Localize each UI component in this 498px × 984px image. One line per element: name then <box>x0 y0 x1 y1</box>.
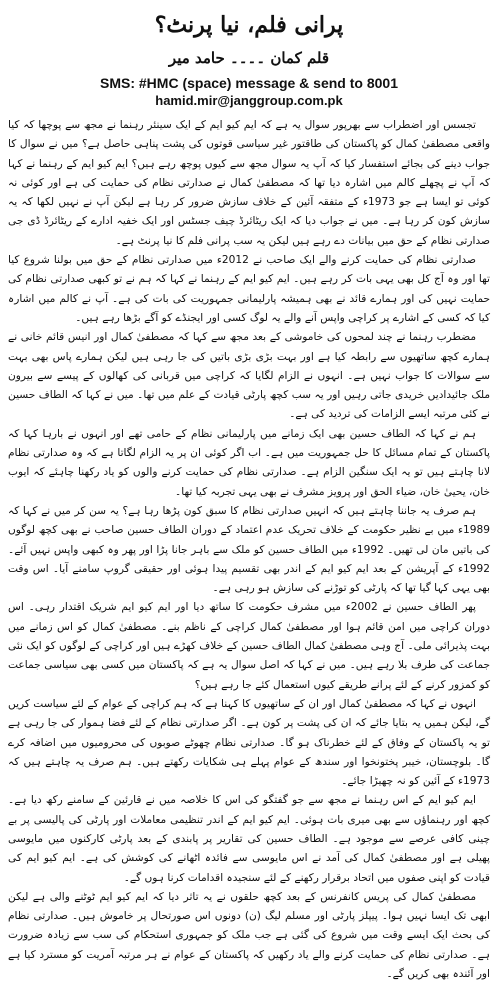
author-email[interactable]: hamid.mir@janggroup.com.pk <box>155 93 343 108</box>
article-paragraph: صدارتی نظام کی حمایت کرنے والے ایک صاحب نے 2012ء میں صدارتی نظام کے حق میں بولنا شروع کیا تھا اور وہ آج کل بھی یہی بات کر رہے ہیں۔ ایم کیو ایم کے رہنما نے کہا کہ ہم نے تو کبھی صدارتی نظام کی حمایت نہیں کی اور ہمارے قائد نے بھی ہمیشہ پارلیمانی جمہوریت کی بات کی ہے۔ آپ نے کالم میں اشارہ کیا کہ کسی کے اشارے پر کراچی واپس آنے والے یہ لوگ کسی اور ایجنڈے کو آگے بڑھا رہے ہیں۔ <box>8 254 490 324</box>
article-paragraph: انہوں نے کہا کہ مصطفیٰ کمال اور ان کے ساتھیوں کا کہنا ہے کہ ہم کراچی کے عوام کے لئے سیاست کریں گے، لیکن ہمیں یہ بتایا جائے کہ ان کی پشت پر کون ہے۔ اگر صدارتی نظام کے لئے فضا ہموار کی جا رہی ہے تو یہ پاکستان کے وفاق کے لئے خطرناک ہو گا۔ صدارتی نظام چھوٹے صوبوں کی محرومیوں میں اضافہ کرے گا۔ بلوچستان، خیبر پختونخوا اور سندھ کے عوام پہلے ہی شکایات رکھتے ہیں۔ ہم صرف یہ چاہتے ہیں کہ 1973ء کے آئین کو نہ چھیڑا جائے۔ <box>8 697 490 788</box>
article-paragraph: مضطرب رہنما نے چند لمحوں کی خاموشی کے بعد مجھ سے کہا کہ مصطفیٰ کمال اور انیس قائم خانی نے ہمارے کچھ ساتھیوں سے رابطہ کیا ہے اور بہت بڑی بڑی باتیں کی جا رہی ہیں لیکن ہمارے پاس بھی بہت سے سوالات کا جواب نہیں ہے۔ انہوں نے الزام لگایا کہ کراچی میں قربانی کی کھالوں کے پیسے سے بیرون ملک جائیدادیں خریدی جاتی رہیں اور یہ سب کچھ پارٹی قیادت کے علم میں تھا۔ میں نے کہا کہ الطاف حسین نے کئی مرتبہ ایسے الزامات کی تردید کی ہے۔ <box>8 331 490 421</box>
article-paragraph: پھر الطاف حسین نے 2002ء میں مشرف حکومت کا ساتھ دیا اور ایم کیو ایم شریک اقتدار رہی۔ اس دوران کراچی میں امن قائم ہوا اور مصطفیٰ کمال کراچی کے ناظم بنے۔ مصطفیٰ کمال کو اس زمانے میں بہت پذیرائی ملی۔ آج وہی مصطفیٰ کمال الطاف حسین کے خلاف کھڑے ہیں اور کراچی کے لوگوں کو ایک نئی جماعت کی طرف بلا رہے ہیں۔ میں نے کہا کہ اصل سوال یہ ہے کہ پاکستان میں کسی بھی سیاسی جماعت کو کمزور کرنے کے لئے پرانے طریقے کیوں استعمال کئے جا رہے ہیں؟ <box>8 601 490 691</box>
article-paragraph: تجسس اور اضطراب سے بھرپور سوال یہ ہے کہ ایم کیو ایم کے ایک سینئر رہنما نے مجھ سے پوچھا کہ کیا واقعی مصطفیٰ کمال کو پاکستان کی طاقتور غیر سیاسی قوتوں کی پشت پناہی حاصل ہے؟ میں نے سوال کا جواب دینے کی بجائے استفسار کیا کہ آپ یہ سوال مجھ سے کیوں پوچھ رہے ہیں؟ ایم کیو ایم کے رہنما نے کہا کہ آپ نے پچھلے کالم میں اشارہ دیا تھا کہ مصطفیٰ کمال نے صدارتی نظام کی حمایت کی ہے اور کوئی نہ کوئی تو ایسا ہے جو 1973ء کے متفقہ آئین کے خلاف سازش ضرور کر رہا ہے لیکن آپ نے نہیں لکھا کہ یہ سازش کون کر رہا ہے۔ میں نے جواب دیا کہ ایک ریٹائرڈ چیف جسٹس اور ایک خفیہ ادارے کے ریٹائرڈ ڈی جی صدارتی نظام کے حق میں بیانات دے رہے ہیں لیکن یہ سب پرانی فلم کا نیا پرنٹ ہے۔ <box>8 119 490 247</box>
sms-line: SMS: #HMC (space) message & send to 8001 <box>100 75 398 91</box>
article-paragraph: مصطفیٰ کمال کی پریس کانفرنس کے بعد کچھ حلقوں نے یہ تاثر دیا کہ ایم کیو ایم ٹوٹنے والی ہے لیکن ابھی تک ایسا نہیں ہوا۔ پیپلز پارٹی اور مسلم لیگ (ن) دونوں اس صورتحال پر خاموش ہیں۔ صدارتی نظام کی بحث ایک ایسے وقت میں شروع کی گئی ہے جب ملک کو جمہوری استحکام کی سب سے زیادہ ضرورت ہے۔ صدارتی نظام کی حمایت کرنے والے یاد رکھیں کہ پاکستان کے عوام نے ہر مرتبہ آمریت کو مسترد کیا ہے اور آئندہ بھی کریں گے۔ <box>8 890 490 981</box>
article-title: پرانی فلم، نیا پرنٹ؟ <box>154 12 344 38</box>
article-paragraph: ایم کیو ایم کے اس رہنما نے مجھ سے جو گفتگو کی اس کا خلاصہ میں نے قارئین کے سامنے رکھ دیا ہے۔ کچھ اور رہنماؤں سے بھی میری بات ہوئی۔ ایم کیو ایم کے اندر تنظیمی معاملات اور پارٹی کی پالیسی پر بے چینی کافی عرصے سے موجود ہے۔ الطاف حسین کی تقاریر پر پابندی کے بعد پارٹی کارکنوں میں مایوسی پھیلی ہے اور مصطفیٰ کمال کی آمد نے اس مایوسی سے فائدہ اٹھانے کی کوشش کی ہے۔ ایم کیو ایم کی قیادت کو اپنی صفوں میں اتحاد برقرار رکھنے کے لئے سنجیدہ اقدامات کرنا ہوں گے۔ <box>8 794 490 884</box>
article-body <box>8 116 490 984</box>
article-paragraph: ہم نے کہا کہ الطاف حسین بھی ایک زمانے میں پارلیمانی نظام کے حامی تھے اور انہوں نے بارہا کہا کہ پاکستان کے تمام مسائل کا حل جمہوریت میں ہے۔ اب اگر کوئی ان پر یہ الزام لگاتا ہے کہ وہ صدارتی نظام لانا چاہتے ہیں تو یہ ایک سنگین الزام ہے۔ صدارتی نظام کی حمایت کرنے والوں کو یاد رکھنا چاہئے کہ ایوب خان، یحییٰ خان، ضیاء الحق اور پرویز مشرف نے بھی یہی تجربہ کیا تھا۔ <box>8 427 490 498</box>
article-byline: قلم کمان ۔۔۔۔ حامد میر <box>168 49 330 67</box>
article-header <box>8 8 490 110</box>
article-paragraph: ہم صرف یہ جاننا چاہتے ہیں کہ انہیں صدارتی نظام کا سبق کون پڑھا رہا ہے؟ یہ سن کر میں نے کہا کہ 1989ء میں بے نظیر حکومت کے خلاف تحریک عدم اعتماد کے دوران الطاف حسین صاحب نے بھی کچھ لوگوں کی باتیں مان لی تھیں۔ 1992ء میں الطاف حسین کو ملک سے باہر جانا پڑا اور پھر وہ کبھی واپس نہیں آئے۔ 1992ء کے آپریشن کے بعد ایم کیو ایم کے اندر بھی تقسیم پیدا ہوئی اور حقیقی گروپ سامنے آیا۔ اس وقت بھی یہی کہا گیا تھا کہ پارٹی کو توڑنے کی سازش ہو رہی ہے۔ <box>8 504 490 595</box>
